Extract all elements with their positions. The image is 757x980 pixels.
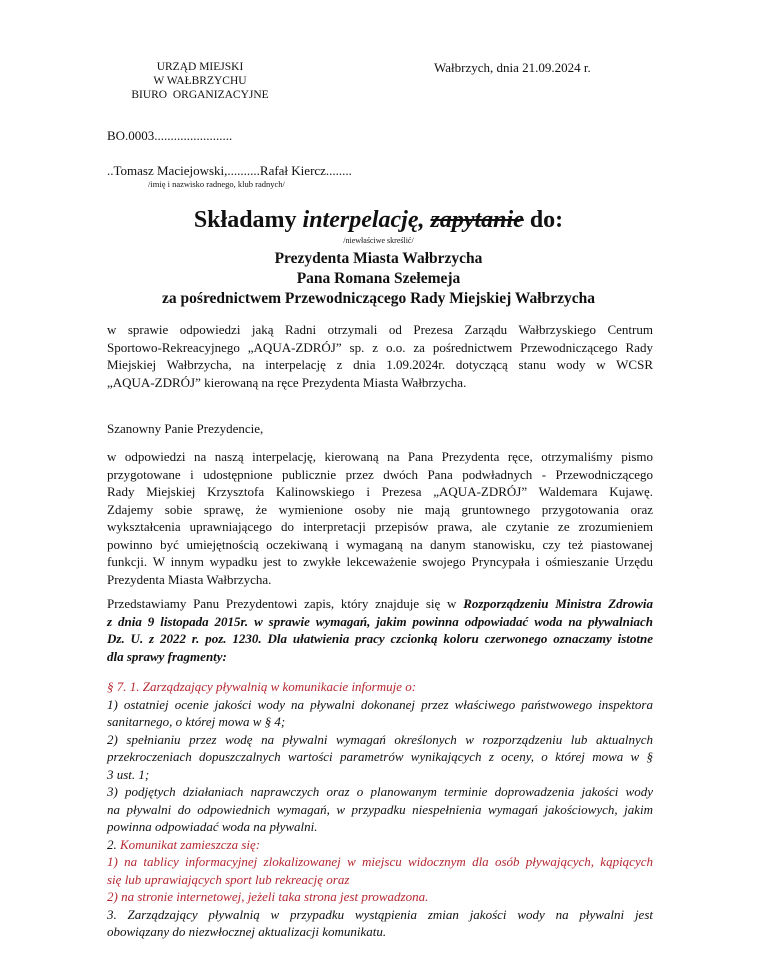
- text-line: „AQUA-ZDRÓJ” kierowaną na ręce Prezydenta Miasta Wałbrzycha.: [107, 374, 467, 390]
- section-heading: § 7. 1. Zarządzający pływalnią w komunikacie informuje o:: [107, 679, 417, 694]
- text-line: Dz. U. z 2022 r. poz. 1230. Dla ułatwienia pracy czcionką koloru czerwonego oznaczamy istotne: [107, 631, 653, 646]
- text-line: sanitarnego, o której mowa w § 4;: [107, 714, 286, 729]
- text-line: obowiązany do niezwłocznej aktualizacji komunikatu.: [107, 924, 387, 939]
- point-2-heading: [107, 836, 653, 854]
- text-line: 3. Zarządzający pływalnią w przypadku wystąpienia zmian jakości wody na pływalni jest: [107, 906, 653, 922]
- title-prefix: Składamy: [193, 207, 303, 233]
- text-line: 3 ust. 1;: [107, 766, 150, 782]
- text-line: 3) podjętych działaniach naprawczych oraz o planowanym terminie doprowadzenia jakości wody: [107, 784, 653, 799]
- title-hint: /niewłaściwe skreślić/: [343, 236, 414, 245]
- councillor-names: ..Tomasz Maciejowski,..........Rafał Kiercz........: [107, 163, 352, 178]
- office-header: [120, 60, 280, 102]
- text-line: Prezydenta Miasta Wałbrzycha.: [107, 571, 272, 587]
- text-line: Zdajemy sobie sprawę, że wymienione osoby nie mają gruntownego przygotowania oraz: [107, 501, 653, 517]
- subject-paragraph: [107, 321, 653, 391]
- text-line: [107, 595, 653, 613]
- text-line: w odpowiedzi na naszą interpelację, kierowaną na Pana Prezydenta ręce, otrzymaliśmy pismo: [107, 449, 653, 464]
- text-line: Rady Miejskiej Krzysztofa Kalinowskiego i Prezesa „AQUA-ZDRÓJ” Waldemara Kujawę.: [107, 484, 653, 499]
- text-line: z dnia 9 listopada 2015r. w sprawie wymagań, jakim powinna odpowiadać woda na pływalniach: [107, 613, 653, 629]
- text-line: przekroczeniach dopuszczalnych wartości parametrów wynikających z oceny, o której mowa w §: [107, 749, 653, 764]
- text-line: Sportowo-Rekreacyjnego „AQUA-ZDRÓJ” sp. z o.o. za pośrednictwem Przewodniczącego Rady: [107, 339, 653, 355]
- body-paragraph: [107, 448, 653, 588]
- text-line: przygotowane i udostępnione publicznie przez dwóch Pana podwładnych - Przewodniczącego: [107, 466, 653, 482]
- point-number: 2.: [107, 836, 120, 852]
- office-line: URZĄD MIEJSKI: [156, 61, 244, 73]
- intro-plain: Przedstawiamy Panu Prezydentowi zapis, który znajduje się w: [107, 596, 464, 611]
- text-line: 2) spełnianiu przez wodę na pływalni wymagań określonych w rozporządzeniu lub aktualnych: [107, 731, 653, 747]
- document-date: Wałbrzych, dnia 21.09.2024 r.: [434, 60, 591, 75]
- intro-paragraph: [107, 595, 653, 665]
- text-line: 1) ostatniej ocenie jakości wody na pływalni dokonanej przez właściwego państwowego inspektora: [107, 696, 653, 712]
- title-struck-option: zapytanie: [430, 207, 524, 233]
- salutation: Szanowny Panie Prezydencie,: [107, 421, 264, 436]
- text-line: na pływalni do odpowiednich wymagań, w przypadku niespełnienia wymagań jakościowych, jakim: [107, 801, 653, 817]
- addressee-line: Prezydenta Miasta Wałbrzycha: [274, 250, 483, 267]
- addressee-line: Pana Romana Szełemeja: [296, 270, 461, 287]
- text-line: 2) na stronie internetowej, jeżeli taka strona jest prowadzona.: [107, 889, 429, 904]
- point-text: Komunikat zamieszcza się:: [120, 836, 261, 852]
- office-line: W WAŁBRZYCHU: [153, 75, 247, 87]
- text-line: się lub uprawiających sport lub rekreację oraz: [107, 871, 350, 887]
- text-line: wykształcenia uprawniającego do interpretacji przepisów prawa, ale czytanie ze zrozumieniem: [107, 519, 653, 534]
- text-line: powinno być umiejętnością oczekiwaną i wymaganą na danym stanowisku, czy też piastowanej: [107, 536, 653, 552]
- regulation-excerpt: [107, 678, 653, 941]
- reference-number: BO.0003........................: [107, 128, 233, 143]
- text-line: Miejskiej Wałbrzycha, na interpelację z dnia 1.09.2024r. dotyczącą stanu wody w WCSR: [107, 357, 653, 372]
- councillor-names-hint: /imię i nazwisko radnego, klub radnych/: [148, 179, 285, 189]
- title-suffix: do:: [523, 207, 564, 233]
- document-title: [0, 207, 757, 234]
- text-line: w sprawie odpowiedzi jaką Radni otrzymali od Prezesa Zarządu Wałbrzyskiego Centrum: [107, 322, 653, 337]
- office-line: BIURO ORGANIZACYJNE: [131, 89, 269, 101]
- addressee-line: za pośrednictwem Przewodniczącego Rady Miejskiej Wałbrzycha: [162, 290, 595, 307]
- text-line: 1) na tablicy informacyjnej zlokalizowanej w miejscu widocznym dla osób pływających, kąpiących: [107, 854, 653, 869]
- title-interpelation: interpelację,: [302, 207, 425, 233]
- text-line: dla sprawy fragmenty:: [107, 648, 227, 664]
- text-line: powinna odpowiadać woda na pływalni.: [107, 819, 318, 834]
- intro-regulation-title: Rozporządzeniu Ministra Zdrowia: [463, 596, 654, 611]
- text-line: funkcji. W innym wypadku jest to zwykłe lekceważenie swojego Pryncypała i ośmieszanie Urzędu: [107, 554, 653, 569]
